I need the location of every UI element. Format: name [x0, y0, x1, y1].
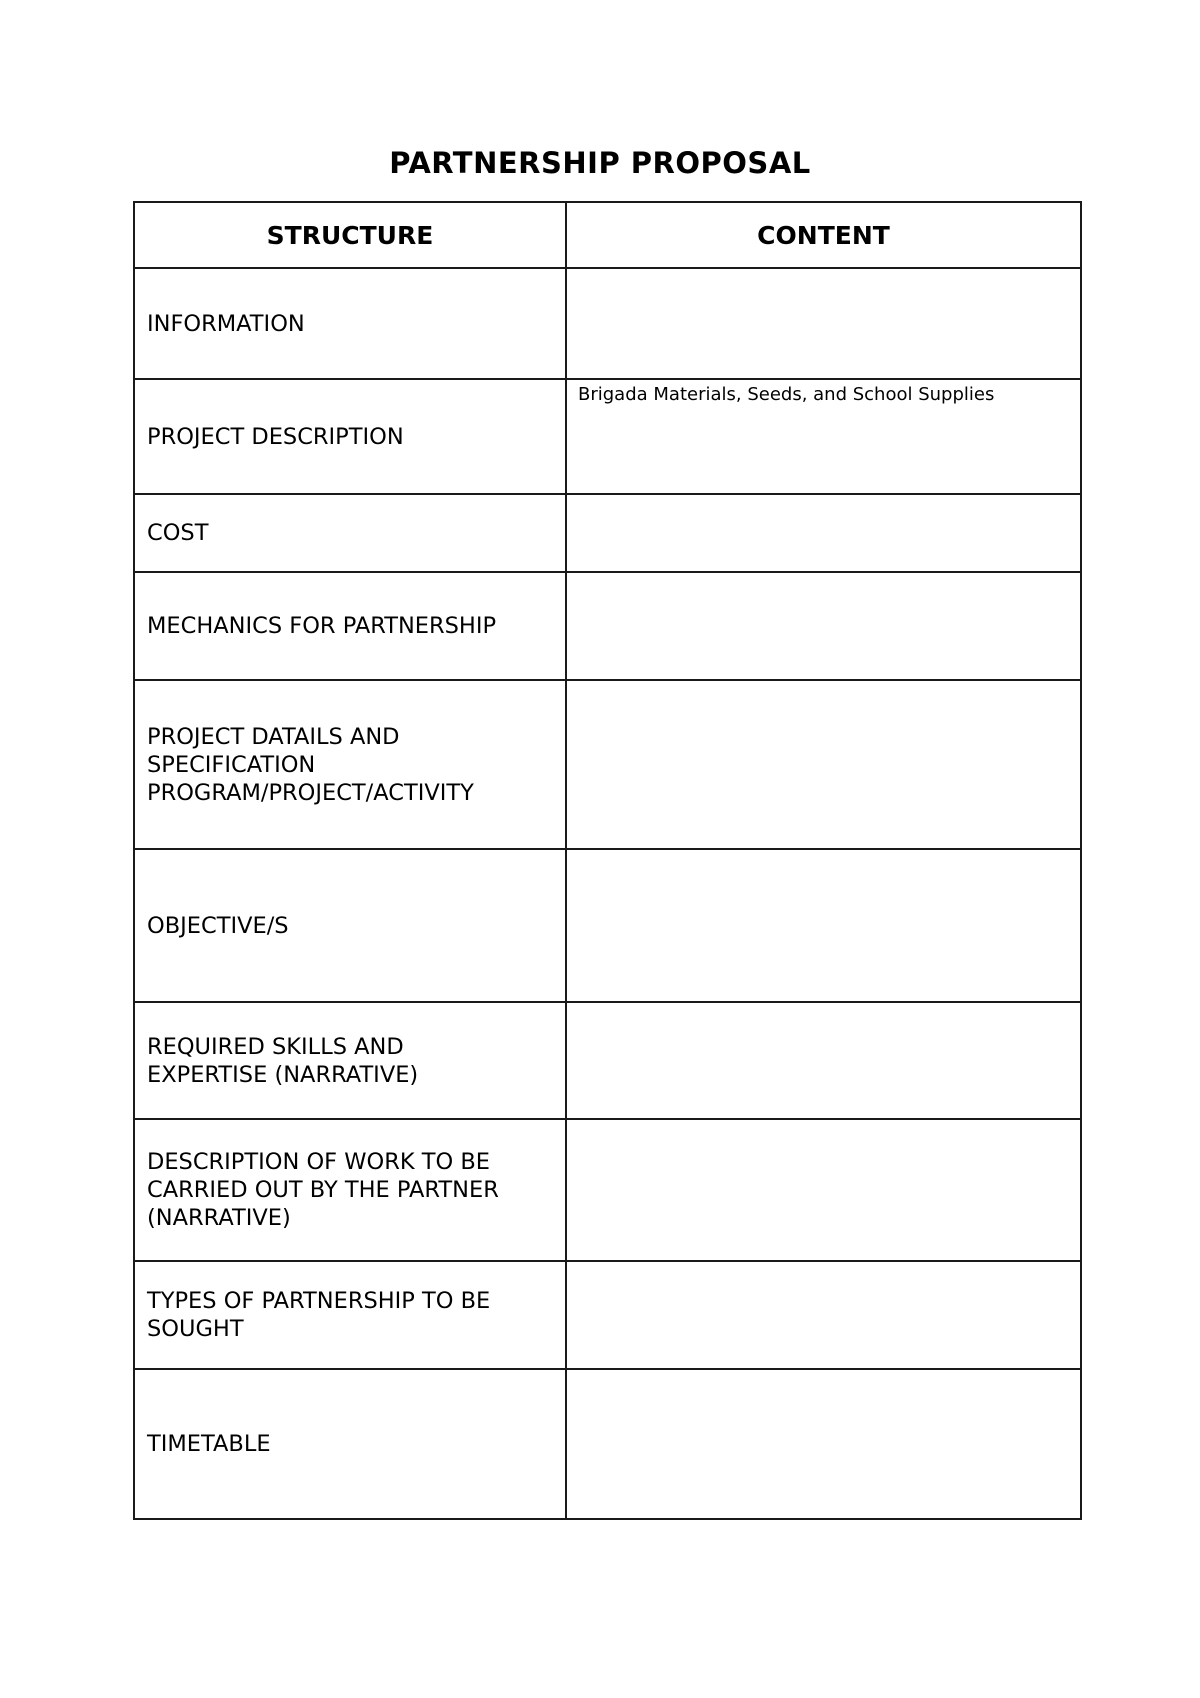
- table-row: [134, 1261, 1081, 1369]
- row-label-project-details: PROJECT DATAILS AND SPECIFICATION PROGRAM/PROJECT/ACTIVITY: [134, 680, 566, 849]
- table-row: [134, 849, 1081, 1002]
- table-row: [134, 494, 1081, 572]
- content-text: Brigada Materials, Seeds, and School Supplies: [578, 384, 995, 405]
- header-structure: STRUCTURE: [134, 202, 566, 268]
- row-label-cost: COST: [134, 494, 566, 572]
- row-content-objectives[interactable]: [566, 849, 1081, 1002]
- proposal-table: [133, 201, 1082, 1520]
- row-label-required-skills: REQUIRED SKILLS AND EXPERTISE (NARRATIVE): [134, 1002, 566, 1119]
- row-content-description-of-work[interactable]: [566, 1119, 1081, 1261]
- table-row: [134, 268, 1081, 379]
- row-content-required-skills[interactable]: [566, 1002, 1081, 1119]
- row-content-information[interactable]: [566, 268, 1081, 379]
- row-content-mechanics[interactable]: [566, 572, 1081, 680]
- document-title: PARTNERSHIP PROPOSAL: [389, 146, 811, 180]
- table-row: [134, 1119, 1081, 1261]
- table-row: [134, 680, 1081, 849]
- table-row: [134, 1369, 1081, 1519]
- row-label-types-of-partnership: TYPES OF PARTNERSHIP TO BE SOUGHT: [134, 1261, 566, 1369]
- row-content-cost[interactable]: [566, 494, 1081, 572]
- table-row: [134, 379, 1081, 494]
- table-header-row: [134, 202, 1081, 268]
- row-label-mechanics: MECHANICS FOR PARTNERSHIP: [134, 572, 566, 680]
- row-content-project-details[interactable]: [566, 680, 1081, 849]
- row-content-project-description[interactable]: [566, 379, 1081, 494]
- header-content: CONTENT: [566, 202, 1081, 268]
- row-label-objectives: OBJECTIVE/S: [134, 849, 566, 1002]
- row-label-project-description: PROJECT DESCRIPTION: [134, 379, 566, 494]
- row-content-types-of-partnership[interactable]: [566, 1261, 1081, 1369]
- row-label-information: INFORMATION: [134, 268, 566, 379]
- table-row: [134, 572, 1081, 680]
- table-row: [134, 1002, 1081, 1119]
- row-content-timetable[interactable]: [566, 1369, 1081, 1519]
- row-label-timetable: TIMETABLE: [134, 1369, 566, 1519]
- row-label-description-of-work: DESCRIPTION OF WORK TO BE CARRIED OUT BY THE PARTNER (NARRATIVE): [134, 1119, 566, 1261]
